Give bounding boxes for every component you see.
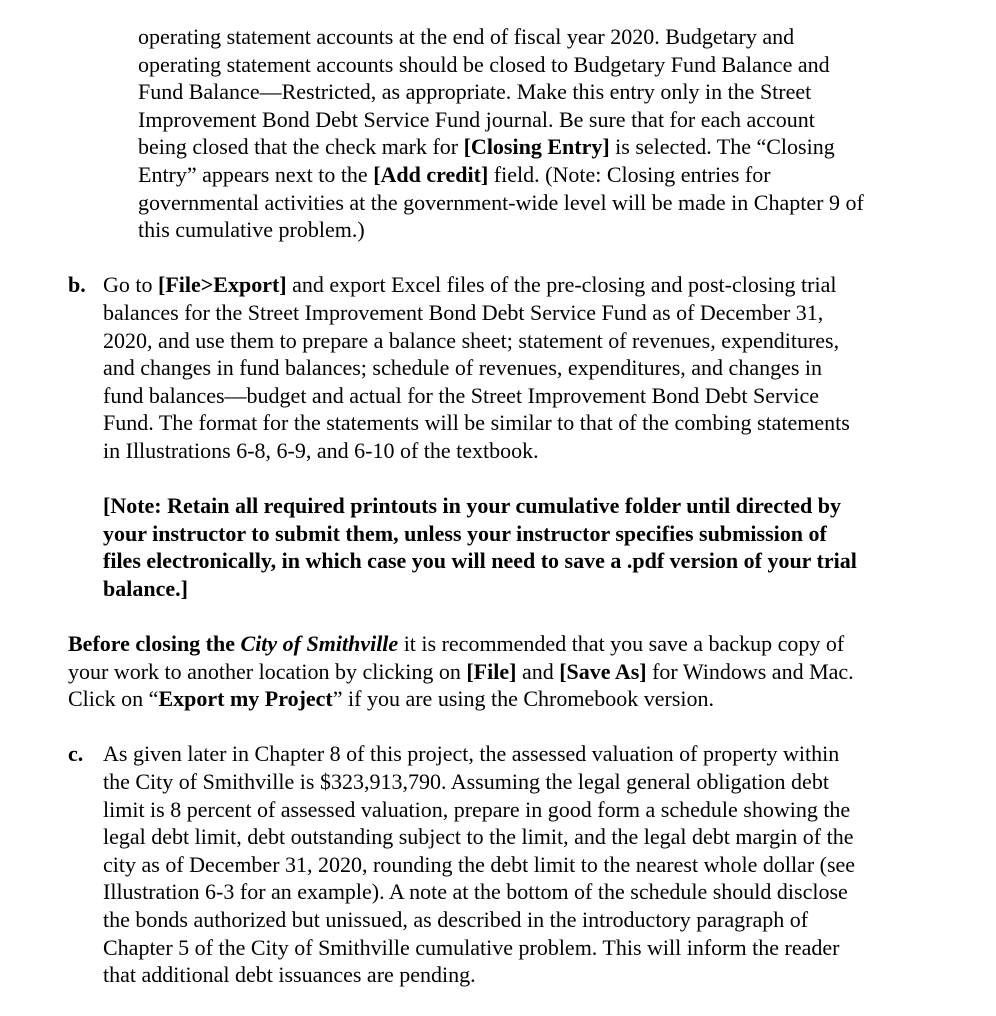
text-run: [File] [466,658,517,684]
backup-instructions [0,630,996,713]
text-run: for Windows and Mac. [646,658,854,684]
text-line [0,768,996,796]
text-run: City of Smithville [240,631,399,657]
text-line [0,685,996,713]
text-line [0,796,996,824]
text-line [0,823,996,851]
text-line [0,299,996,327]
text-run: your work to another location by clicking on [68,658,467,684]
list-label: b. [68,272,86,298]
text-run: Fund. The format for the statements will be similar to that of the combing statements [103,410,850,436]
text-line [0,961,996,989]
text-run: and changes in fund balances; schedule of revenues, expenditures, and changes in [103,355,823,381]
text-run: city as of December 31, 2020, rounding the debt limit to the nearest whole dollar (see [103,851,856,877]
item-b [0,271,996,464]
text-line [0,409,996,437]
text-run: balance.] [103,575,188,601]
text-line [0,354,996,382]
text-run: balances for the Street Improvement Bond Debt Service Fund as of December 31, [103,299,824,325]
item-a-continuation [0,23,996,244]
text-run: [Closing Entry] [463,134,610,160]
text-line [0,630,996,658]
text-line [0,575,996,603]
text-line [0,658,996,686]
document-page [0,23,996,1016]
text-run: legal debt limit, debt outstanding subject to the limit, and the legal debt margin of the [103,824,854,850]
text-run: in Illustrations 6-8, 6-9, and 6-10 of the textbook. [103,437,539,463]
text-run: operating statement accounts at the end of fiscal year 2020. Budgetary and [138,24,795,49]
text-line [0,547,996,575]
text-run: the bonds authorized but unissued, as described in the introductory paragraph of [103,907,809,932]
text-run: Export my Project [158,686,333,712]
text-run: that additional debt issuances are pending. [103,962,476,988]
text-line [0,382,996,410]
text-run: ” if you are using the Chromebook version. [332,686,715,712]
text-line [0,106,996,134]
text-line [0,271,996,299]
text-run: Improvement Bond Debt Service Fund journal. Be sure that for each account [138,106,815,132]
text-run: fund balances—budget and actual for the Street Improvement Bond Debt Service [103,382,819,408]
text-run: being closed that the check mark for [138,134,464,160]
text-run: Before closing the [68,631,241,657]
text-run: governmental activities at the government-wide level will be made in Chapter 9 of [138,189,864,215]
text-run: and export Excel files of the pre-closing and post-closing trial [286,272,837,298]
text-run: your instructor to submit them, unless your instructor specifies submission of [103,520,827,546]
text-run: it is recommended that you save a backup copy of [398,631,845,657]
item-c [0,740,996,988]
text-line [0,878,996,906]
text-line [0,78,996,106]
text-line [0,189,996,217]
text-run: As given later in Chapter 8 of this project, the assessed valuation of property within [103,741,840,767]
text-line [0,437,996,465]
list-label: c. [68,741,84,767]
text-run: is selected. The “Closing [609,134,835,160]
text-run: operating statement accounts should be closed to Budgetary Fund Balance and [138,51,830,77]
text-run: Click on “ [68,686,159,712]
text-line [0,906,996,934]
text-line [0,23,996,51]
text-run: [Save As] [559,658,647,684]
text-run: files electronically, in which case you will need to save a .pdf version of your trial [103,548,857,574]
text-run: and [516,658,560,684]
text-run: Entry” appears next to the [138,161,374,187]
text-line [0,740,996,768]
text-line [0,133,996,161]
text-run: Chapter 5 of the City of Smithville cumulative problem. This will inform the reader [103,934,840,960]
text-line [0,851,996,879]
text-line [0,492,996,520]
text-line [0,520,996,548]
text-run: this cumulative problem.) [138,217,365,243]
text-line [0,161,996,189]
text-run: field. (Note: Closing entries for [488,161,771,187]
text-line [0,327,996,355]
text-run: Go to [103,272,158,298]
text-line [0,934,996,962]
text-run: Fund Balance—Restricted, as appropriate. Make this entry only in the Street [138,79,812,105]
text-run: [Note: Retain all required printouts in your cumulative folder until directed by [103,493,842,519]
text-line [0,216,996,244]
text-run: Illustration 6-3 for an example). A note at the bottom of the schedule should disclose [103,879,848,905]
text-run: [Add credit] [373,161,489,187]
text-run: the City of Smithville is $323,913,790. Assuming the legal general obligation debt [103,769,829,795]
note [0,492,996,602]
text-run: [File>Export] [158,272,287,298]
text-line [0,51,996,79]
text-run: limit is 8 percent of assessed valuation, prepare in good form a schedule showing the [103,796,851,822]
text-run: 2020, and use them to prepare a balance sheet; statement of revenues, expenditures, [103,327,840,353]
